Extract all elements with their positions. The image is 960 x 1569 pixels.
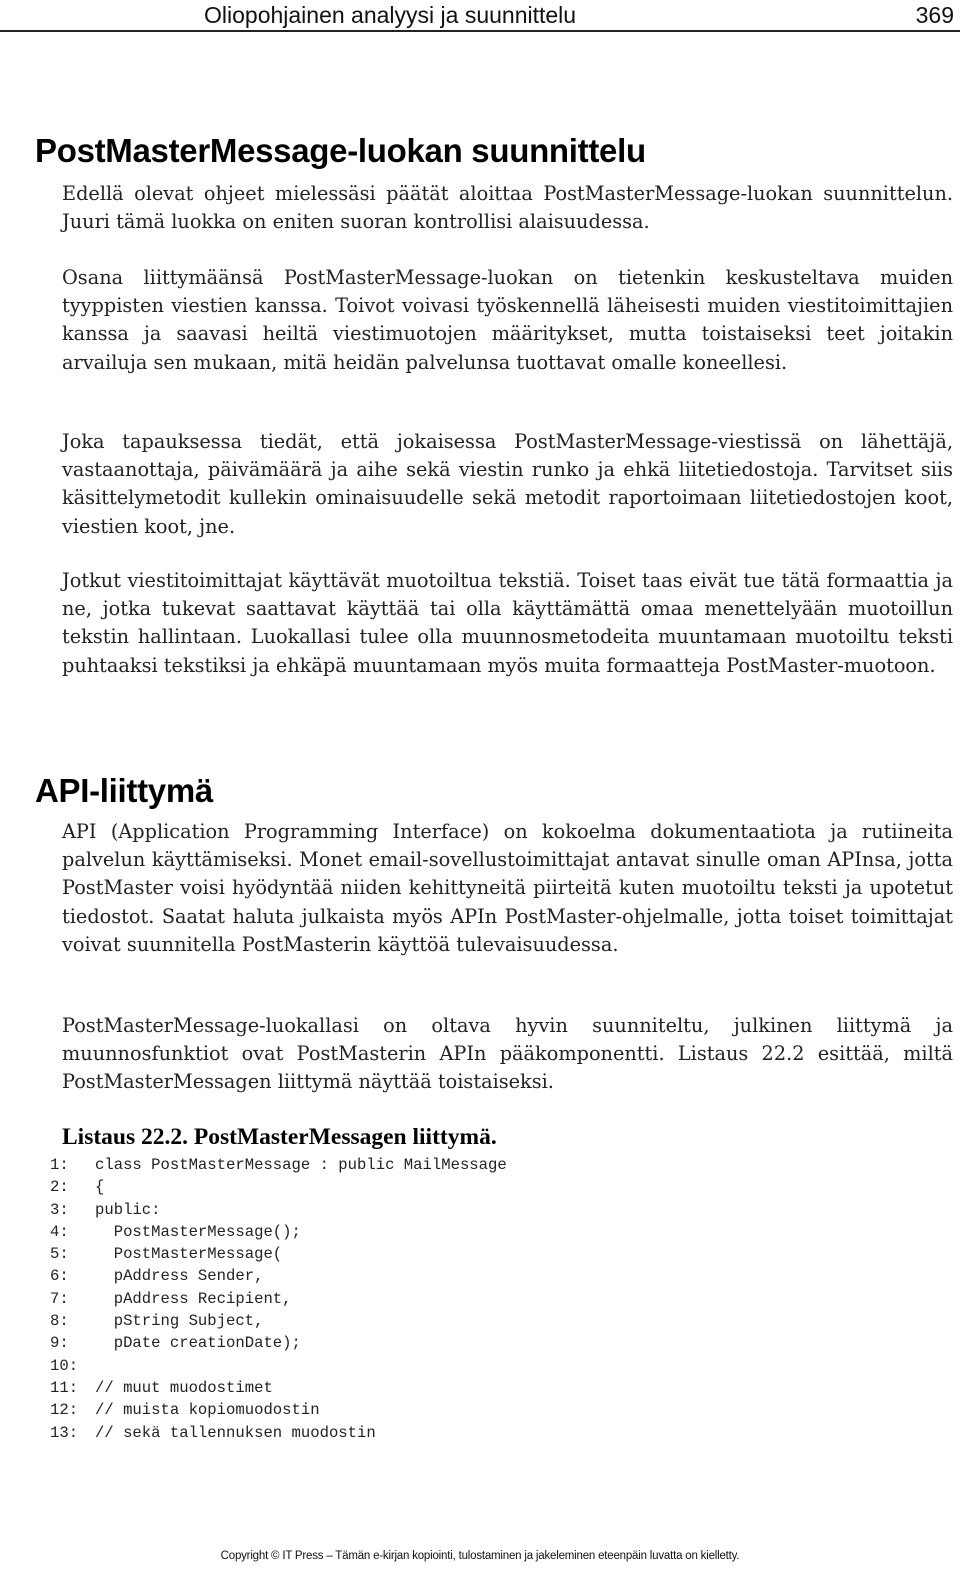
code-line xyxy=(50,1288,507,1310)
code-text: class PostMasterMessage : public MailMessage xyxy=(95,1156,507,1174)
code-text: pDate creationDate); xyxy=(95,1334,301,1353)
line-number: 9: xyxy=(50,1334,69,1353)
copyright-footer: Copyright © IT Press – Tämän e-kirjan kopiointi, tulostaminen ja jakeleminen eteenpäin luvatta on kielletty. xyxy=(220,1550,740,1562)
line-number: 1: xyxy=(50,1156,69,1174)
code-line xyxy=(50,1243,507,1265)
line-number: 2: xyxy=(50,1178,69,1197)
code-line xyxy=(50,1355,507,1377)
code-text: PostMasterMessage(); xyxy=(95,1222,301,1241)
listing-title: Listaus 22.2. PostMasterMessagen liittymä. xyxy=(62,1124,497,1150)
line-number: 13: xyxy=(50,1423,79,1442)
page-number: 369 xyxy=(915,2,954,28)
paragraph: Osana liittymäänsä PostMasterMessage-luokan on tietenkin keskusteltava muiden tyyppisten viestien kanssa. Toivot voivasi työskennellä läheisesti muiden viestitoimittajien kanssa ja saavasi heiltä viestimuotojen määritykset, mutta toistaiseksi teet joitakin arvailuja sen mukaan, mitä heidän palvelunsa tuottavat omalle koneellesi. xyxy=(62,266,953,374)
code-line xyxy=(50,1221,507,1243)
paragraph: Edellä olevat ohjeet mielessäsi päätät aloittaa PostMasterMessage-luokan suunnittelun. Juuri tämä luokka on eniten suoran kontrollisi alaisuudessa. xyxy=(62,182,953,234)
line-number: 3: xyxy=(50,1200,69,1219)
line-number: 4: xyxy=(50,1222,69,1241)
running-title: Oliopohjainen analyysi ja suunnittelu xyxy=(204,2,577,28)
line-number: 5: xyxy=(50,1245,69,1264)
line-number: 6: xyxy=(50,1267,69,1286)
code-line xyxy=(50,1199,507,1221)
page-header xyxy=(0,0,960,32)
code-line xyxy=(50,1265,507,1287)
code-line xyxy=(50,1154,507,1176)
paragraph: API (Application Programming Interface) on kokoelma dokumentaatiota ja rutiineita palvelun käyttämiseksi. Monet email-sovellustoimittajat antavat sinulle oman APInsa, jotta PostMaster voisi hyödyntää niiden kehittyneitä piirteitä kuten muotoiltu teksti ja upotetut tiedostot. Saatat haluta julkaista myös APIn PostMaster-ohjelmalle, jotta toiset toimittajat voivat suunnitella PostMasterin käyttöä tulevaisuudessa. xyxy=(62,820,953,956)
code-text: pAddress Recipient, xyxy=(95,1289,292,1308)
code-text: pString Subject, xyxy=(95,1312,264,1331)
code-text: // muista kopiomuodostin xyxy=(95,1401,320,1420)
code-line xyxy=(50,1399,507,1421)
line-number: 7: xyxy=(50,1289,69,1308)
code-text: { xyxy=(95,1178,105,1197)
paragraph: PostMasterMessage-luokallasi on oltava hyvin suunniteltu, julkinen liittymä ja muunnosfunktiot ovat PostMasterin APIn pääkomponentti. Listaus 22.2 esittää, miltä PostMasterMessagen liittymä näyttää toistaiseksi. xyxy=(62,1014,953,1094)
code-text: // sekä tallennuksen muodostin xyxy=(95,1423,376,1442)
section-heading-postmastermessage: PostMasterMessage-luokan suunnittelu xyxy=(35,132,646,169)
section-heading-api: API-liittymä xyxy=(35,772,213,809)
code-line xyxy=(50,1377,507,1399)
code-text: // muut muodostimet xyxy=(95,1378,273,1397)
code-line xyxy=(50,1310,507,1332)
line-number: 11: xyxy=(50,1378,79,1397)
code-line xyxy=(50,1176,507,1198)
line-number: 8: xyxy=(50,1312,69,1331)
code-line xyxy=(50,1332,507,1354)
code-text: PostMasterMessage( xyxy=(95,1245,283,1264)
paragraph: Jotkut viestitoimittajat käyttävät muotoiltua tekstiä. Toiset taas eivät tue tätä formaattia ja ne, jotka tukevat saattavat käyttää tai olla käyttämättä omaa menettelyään muotoillun tekstin hallintaan. Luokallasi tulee olla muunnosmetodeita muuntamaan muotoiltu teksti puhtaaksi tekstiksi ja ehkäpä muuntamaan myös muita formaatteja PostMaster-muotoon. xyxy=(62,569,953,677)
code-listing xyxy=(50,1154,507,1444)
code-text: pAddress Sender, xyxy=(95,1267,264,1286)
code-text: public: xyxy=(95,1200,161,1219)
line-number: 10: xyxy=(50,1356,79,1375)
code-line xyxy=(50,1422,507,1444)
line-number: 12: xyxy=(50,1401,79,1420)
paragraph: Joka tapauksessa tiedät, että jokaisessa PostMasterMessage-viestissä on lähettäjä, vastaanottaja, päivämäärä ja aihe sekä viestin runko ja ehkä liitetiedostoja. Tarvitset siis käsittelymetodit kullekin ominaisuudelle sekä metodit raportoimaan liitetiedostojen koot, viestien koot, jne. xyxy=(62,430,953,538)
